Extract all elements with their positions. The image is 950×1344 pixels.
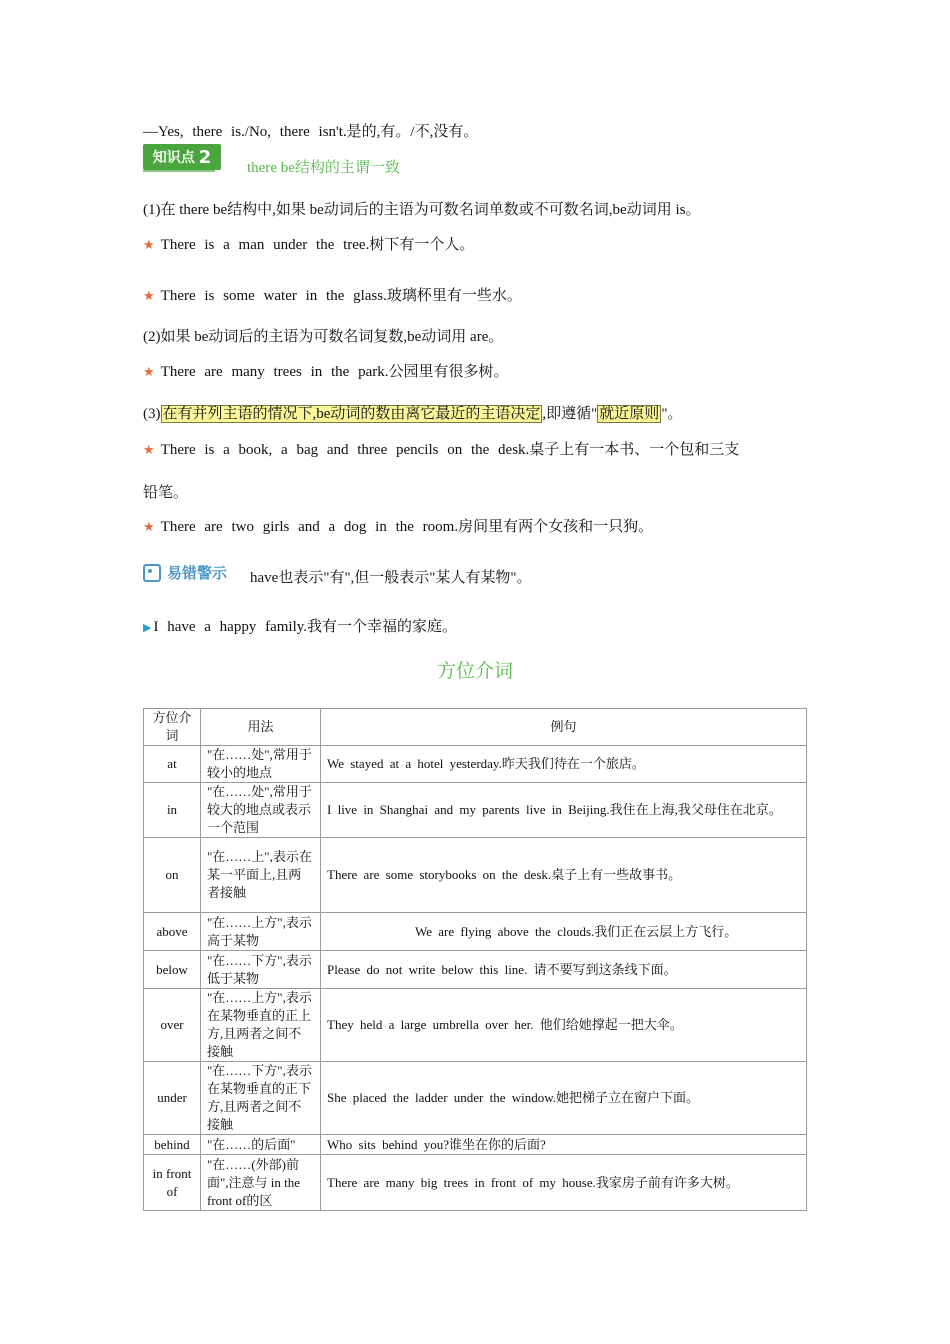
rule-2: (2)如果 be动词后的主语为可数名词复数,be动词用 are。 (143, 329, 504, 345)
table-row: behind "在……的后面" Who sits behind you?谁坐在你的后面? (144, 1135, 807, 1155)
warning-label: 易错警示 (167, 564, 228, 582)
answer-line: —Yes, there is./No, there isn't.是的,有。/不,没有。 (143, 124, 479, 140)
rule-1: (1)在 there be结构中,如果 be动词后的主语为可数名词单数或不可数名词,be动词用 is。 (143, 202, 701, 218)
knowledge-point-badge (143, 144, 221, 170)
table-row: under "在……下方",表示在某物垂直的正下方,且两者之间不接触 She placed the ladder under the window.她把梯子立在窗户下面。 (144, 1062, 807, 1135)
example-2: ★ There is some water in the glass.玻璃杯里有一些水。 (143, 288, 522, 304)
table-row: over "在……上方",表示在某物垂直的正上方,且两者之间不接触 They held a large umbrella over her. 他们给她撑起一把大伞。 (144, 989, 807, 1062)
warning-icon (143, 564, 161, 582)
table-row: in "在……处",常用于较大的地点或表示一个范围 I live in Shanghai and my parents live in Beijing.我住在上海,我父母住在北京。 (144, 783, 807, 838)
section-title: 方位介词 (436, 660, 513, 682)
example-4-continued: 铅笔。 (143, 485, 189, 501)
example-3: ★ There are many trees in the park.公园里有很多树。 (143, 364, 509, 380)
warning-badge (143, 562, 227, 583)
table-row: below "在……下方",表示低于某物 Please do not write below this line. 请不要写到这条线下面。 (144, 951, 807, 989)
badge-underline (143, 170, 215, 172)
star-icon: ★ (143, 442, 155, 457)
table-row: in front of "在……(外部)前面",注意与 in the front of的区 There are many big trees in front of my house.我家房子前有许多大树。 (144, 1155, 807, 1211)
highlight-rule: 在有并列主语的情况下,be动词的数由离它最近的主语决定 (162, 406, 541, 422)
example-1: ★ There is a man under the tree.树下有一个人。 (143, 237, 475, 253)
table-header-row (144, 709, 807, 746)
table-row: on "在……上",表示在某一平面上,且两者接触 There are some storybooks on the desk.桌子上有一些故事书。 (144, 838, 807, 913)
prepositions-table (143, 708, 807, 1211)
star-icon: ★ (143, 364, 155, 379)
star-icon: ★ (143, 288, 155, 303)
triangle-icon: ▶ (143, 622, 152, 634)
header-usage: 用法 (201, 709, 321, 746)
example-6: ▶ I have a happy family.我有一个幸福的家庭。 (143, 619, 458, 635)
header-preposition: 方位介词 (144, 709, 201, 746)
star-icon: ★ (143, 519, 155, 534)
rule-3: (3) 在有并列主语的情况下,be动词的数由离它最近的主语决定 ,即遵循" 就近原则 "。 (143, 406, 683, 422)
knowledge-point-title: there be结构的主谓一致 (247, 160, 400, 176)
highlight-principle: 就近原则 (599, 406, 660, 422)
table-row: above "在……上方",表示高于某物 We are flying above the clouds.我们正在云层上方飞行。 (144, 913, 807, 951)
badge-number: 2 (198, 146, 212, 168)
star-icon: ★ (143, 237, 155, 252)
warning-text: have也表示"有",但一般表示"某人有某物"。 (250, 570, 532, 586)
badge-label: 知识点 (152, 150, 195, 166)
example-4: ★ There is a book, a bag and three pencils on the desk.桌子上有一本书、一个包和三支 (143, 442, 740, 458)
table-row: at "在……处",常用于较小的地点 We stayed at a hotel yesterday.昨天我们待在一个旅店。 (144, 746, 807, 783)
header-example: 例句 (321, 709, 807, 746)
example-5: ★ There are two girls and a dog in the room.房间里有两个女孩和一只狗。 (143, 519, 654, 535)
